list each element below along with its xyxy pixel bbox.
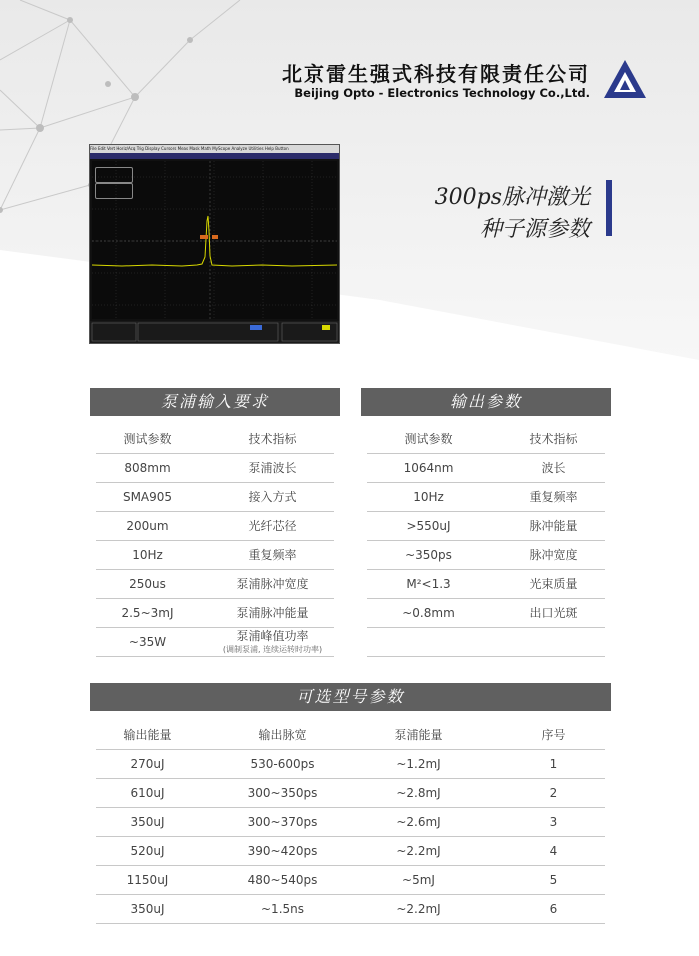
table-cell: 4 bbox=[549, 844, 558, 858]
table-cell: 3 bbox=[549, 815, 558, 829]
table-cell: 泵浦脉冲能量 bbox=[236, 606, 309, 620]
table-cell: 250us bbox=[129, 577, 166, 591]
table-header-row bbox=[90, 425, 340, 454]
table-cell: 390~420ps bbox=[247, 844, 318, 858]
table-cell: 610uJ bbox=[130, 786, 165, 800]
table-cell: 脉冲能量 bbox=[529, 519, 578, 533]
table-cell: 脉冲宽度 bbox=[529, 548, 578, 562]
table-cell: 2.5~3mJ bbox=[121, 606, 174, 620]
table-cell: 200um bbox=[126, 519, 169, 533]
table-cell bbox=[205, 628, 340, 657]
table-row bbox=[90, 570, 340, 599]
table-row bbox=[90, 454, 340, 483]
table-cell: 480~540ps bbox=[247, 873, 318, 887]
table-row bbox=[90, 808, 611, 837]
table-cell: 520uJ bbox=[130, 844, 165, 858]
table-cell: 1150uJ bbox=[126, 873, 169, 887]
table-header-cell: 输出能量 bbox=[123, 728, 172, 742]
table-cell: ~35W bbox=[128, 635, 167, 649]
output-table bbox=[361, 425, 611, 657]
table-cell: 光纤芯径 bbox=[248, 519, 297, 533]
table-row bbox=[90, 512, 340, 541]
header bbox=[238, 58, 648, 108]
table-cell: ~2.6mJ bbox=[396, 815, 441, 829]
output-section-header: 输出参数 bbox=[361, 388, 611, 416]
table-row bbox=[361, 599, 611, 628]
table-header-row bbox=[90, 721, 611, 750]
table-cell: 出口光斑 bbox=[529, 606, 578, 620]
models-section-header: 可选型号参数 bbox=[90, 683, 611, 711]
company-logo-icon bbox=[602, 58, 648, 102]
table-row bbox=[90, 895, 611, 924]
table-row bbox=[90, 837, 611, 866]
table-row bbox=[90, 483, 340, 512]
table-header-cell: 测试参数 bbox=[404, 432, 453, 446]
table-cell: 泵浦脉冲宽度 bbox=[236, 577, 309, 591]
table-cell-text: 泵浦峰值功率 bbox=[236, 629, 309, 643]
table-cell: 泵浦波长 bbox=[248, 461, 297, 475]
table-cell: 350uJ bbox=[130, 815, 165, 829]
title-line-1: 300ps脉冲激光 bbox=[434, 185, 590, 210]
table-row bbox=[361, 512, 611, 541]
table-cell: ~350ps bbox=[405, 548, 452, 562]
pump-table bbox=[90, 425, 340, 657]
table-cell: 10Hz bbox=[132, 548, 163, 562]
table-row bbox=[361, 628, 611, 657]
product-title bbox=[400, 176, 612, 242]
models-table bbox=[90, 721, 611, 924]
table-cell: 350uJ bbox=[130, 902, 165, 916]
table-row bbox=[90, 779, 611, 808]
table-row bbox=[90, 541, 340, 570]
table-row bbox=[90, 628, 340, 657]
table-cell: 波长 bbox=[541, 461, 566, 475]
table-cell: ~2.2mJ bbox=[396, 844, 441, 858]
table-cell: 10Hz bbox=[413, 490, 444, 504]
table-cell: 808mm bbox=[124, 461, 171, 475]
table-cell: 1 bbox=[549, 757, 558, 771]
scope-info-box bbox=[95, 183, 133, 199]
table-header-cell: 技术指标 bbox=[248, 432, 297, 446]
table-cell: 光束质量 bbox=[529, 577, 578, 591]
table-cell: 300~370ps bbox=[247, 815, 318, 829]
table-row bbox=[90, 750, 611, 779]
table-cell: 接入方式 bbox=[248, 490, 297, 504]
table-cell: 重复频率 bbox=[529, 490, 578, 504]
pump-section-header: 泵浦输入要求 bbox=[90, 388, 340, 416]
company-name-en: Beijing Opto - Electronics Technology Co.,Ltd. bbox=[294, 86, 590, 100]
table-header-cell: 序号 bbox=[541, 728, 566, 742]
title-line-2: 种子源参数 bbox=[479, 217, 590, 242]
table-cell: ~1.2mJ bbox=[396, 757, 441, 771]
company-name-cn: 北京雷生强式科技有限责任公司 bbox=[282, 62, 590, 86]
oscilloscope-screenshot bbox=[89, 144, 340, 344]
table-cell: 270uJ bbox=[130, 757, 165, 771]
table-cell: M²<1.3 bbox=[406, 577, 451, 591]
title-accent-bar bbox=[606, 180, 612, 236]
table-header-cell: 测试参数 bbox=[123, 432, 172, 446]
table-cell: 重复频率 bbox=[248, 548, 297, 562]
table-header-cell: 泵浦能量 bbox=[394, 728, 443, 742]
table-row bbox=[90, 866, 611, 895]
table-cell bbox=[496, 628, 611, 657]
table-header-row bbox=[361, 425, 611, 454]
table-row bbox=[361, 541, 611, 570]
table-row bbox=[361, 454, 611, 483]
table-cell bbox=[361, 628, 496, 657]
table-cell: ~5mJ bbox=[402, 873, 435, 887]
table-cell: >550uJ bbox=[406, 519, 451, 533]
table-cell: 6 bbox=[549, 902, 558, 916]
table-cell: ~2.8mJ bbox=[396, 786, 441, 800]
scope-readout-bar bbox=[90, 321, 339, 343]
table-cell: 5 bbox=[549, 873, 558, 887]
scope-menu-bar: File Edit Vert Horiz/Acq Trig Display Cursors Meas Mask Math MyScope Analyze Utilities Help Button bbox=[90, 145, 339, 153]
scope-info-box bbox=[95, 167, 133, 183]
table-header-cell: 输出脉宽 bbox=[258, 728, 307, 742]
table-cell: 1064nm bbox=[403, 461, 454, 475]
table-header-cell: 技术指标 bbox=[529, 432, 578, 446]
table-cell: 2 bbox=[549, 786, 558, 800]
table-cell: ~1.5ns bbox=[261, 902, 304, 916]
scope-status-bar bbox=[90, 153, 339, 159]
table-cell: SMA905 bbox=[122, 490, 173, 504]
table-row bbox=[361, 570, 611, 599]
table-row bbox=[90, 599, 340, 628]
table-cell: 530-600ps bbox=[250, 757, 315, 771]
table-cell-note: (调制泵浦, 连续运转时功率) bbox=[222, 645, 323, 654]
table-row bbox=[361, 483, 611, 512]
table-cell: ~0.8mm bbox=[402, 606, 455, 620]
table-cell: ~2.2mJ bbox=[396, 902, 441, 916]
table-cell: 300~350ps bbox=[247, 786, 318, 800]
